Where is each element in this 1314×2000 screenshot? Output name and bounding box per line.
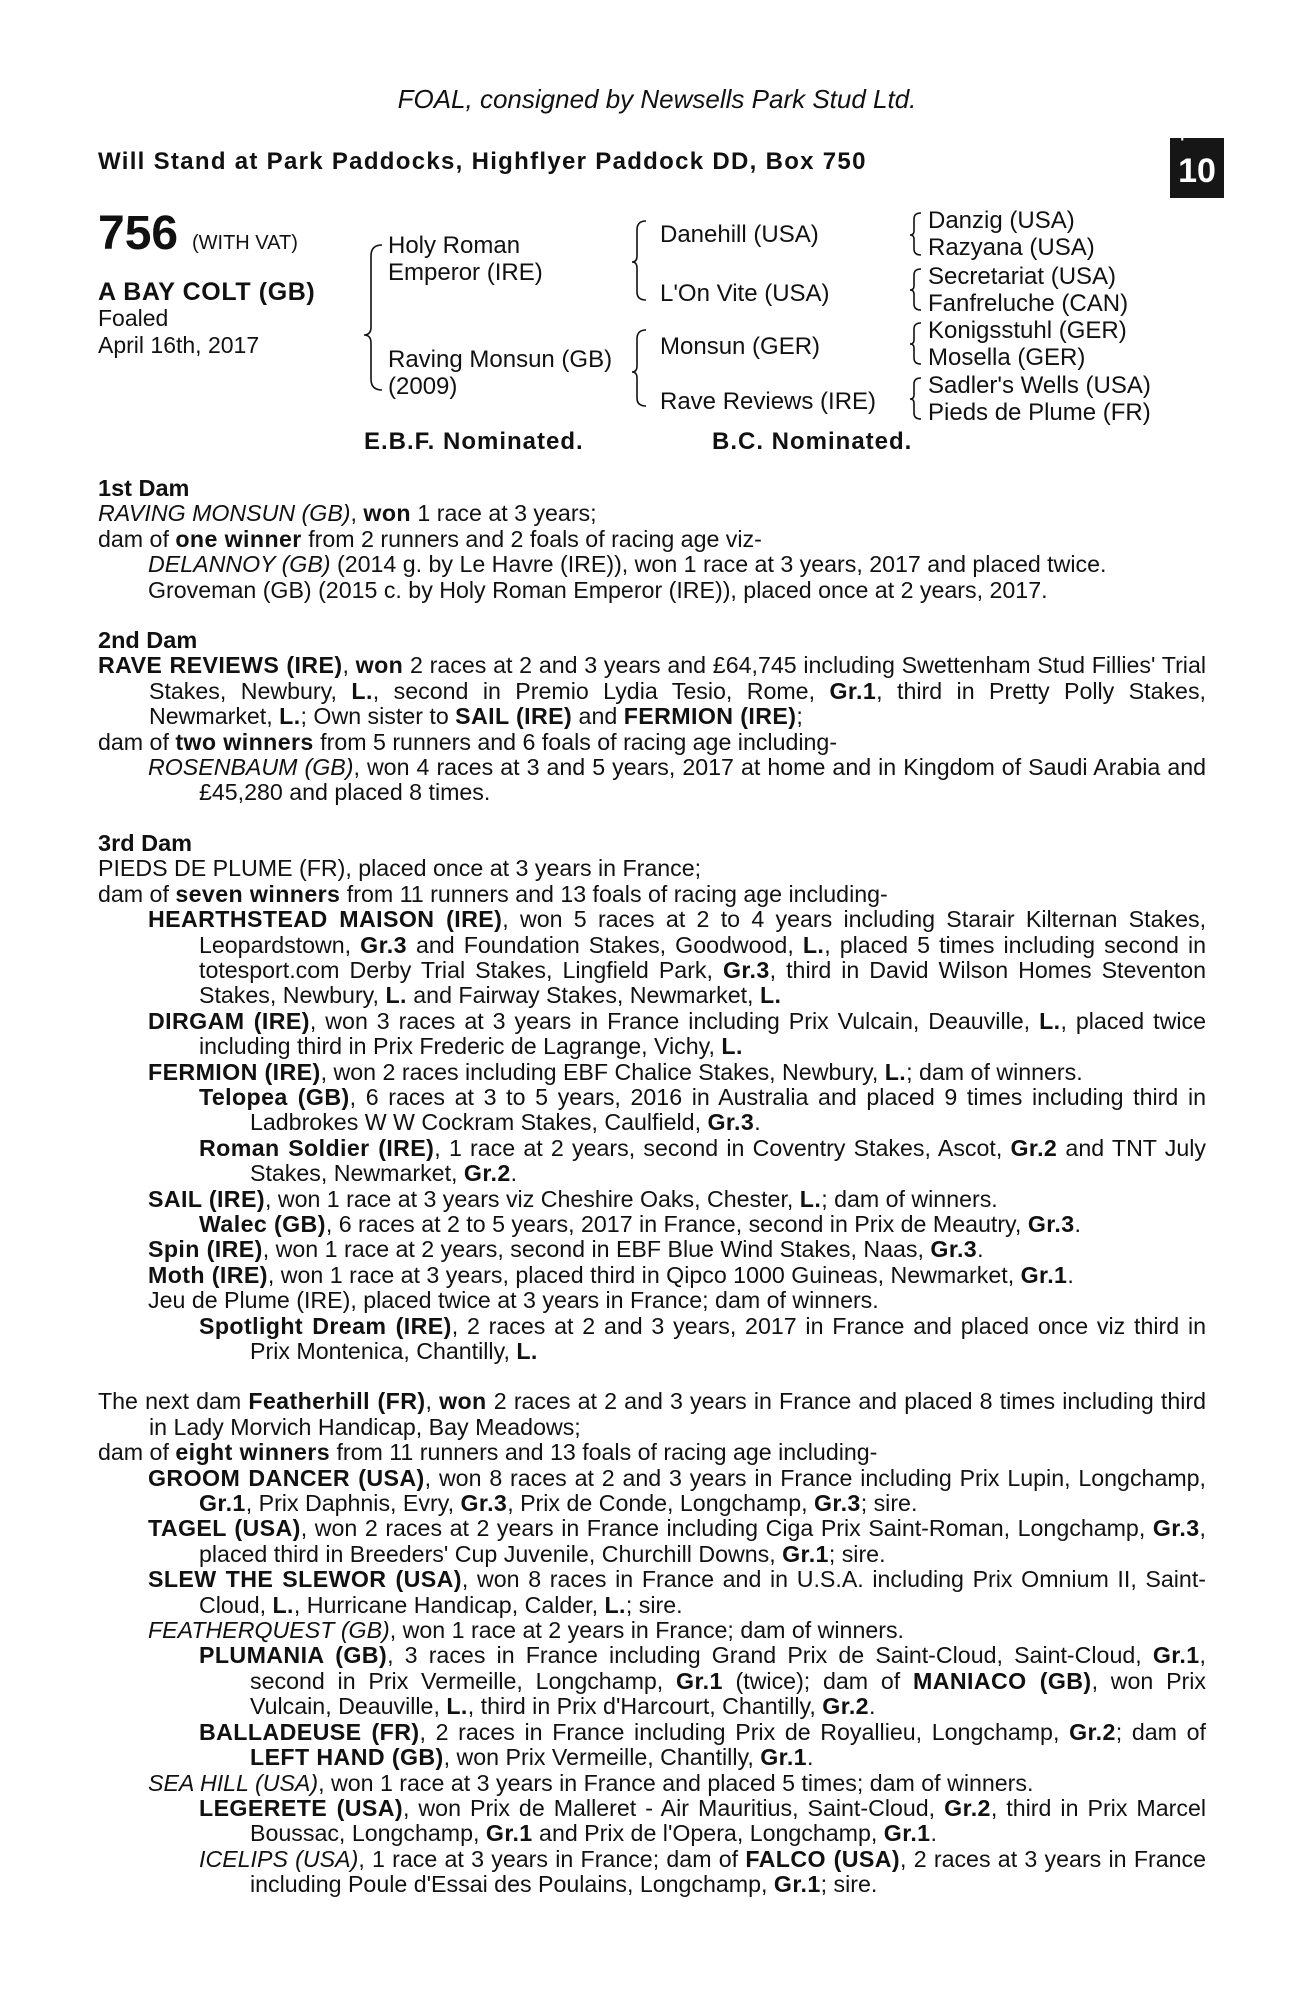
vat-note: (WITH VAT) [192,232,298,254]
third-dam-line: PIEDS DE PLUME (FR), placed once at 3 years in France; [98,855,702,882]
gg-3: Secretariat (USA) [928,263,1117,290]
gg-1: Danzig (USA) [928,207,1075,234]
third-dam-produce: dam of seven winners from 11 runners and 13 foals of racing age including- [98,880,888,907]
second-dam-line: RAVE REVIEWS (IRE), won 2 races at 2 and 3 years and £64,745 including Swettenham Stud Fillies' Trial Stakes, Newbury, L., second in Premio Lydia Tesio, Rome, Gr.1, third in Pretty Polly Stakes, Newmarket, L.; Own sister to SAIL (IRE) and FERMION (IRE); [98,652,1207,730]
produce-roman-soldier: Roman Soldier (IRE), 1 race at 2 years, second in Coventry Stakes, Ascot, Gr.2 and TNT July Stakes, Newmarket, Gr.2. [199,1134,1206,1187]
gg-8: Pieds de Plume (FR) [928,399,1151,426]
second-dam-heading: 2nd Dam [98,627,198,654]
badge-10-icon: + 10 [1170,138,1224,198]
gg-6: Mosella (GER) [928,344,1086,371]
produce-plumania: PLUMANIA (GB), 3 races in France including Grand Prix de Saint-Cloud, Saint-Cloud, Gr.1, second in Prix Vermeille, Longchamp, Gr.1 (twice); dam of MANIACO (GB), won Prix Vulcain, Deauville, L., third in Prix d'Harcourt, Chantilly, Gr.2. [199,1642,1207,1720]
first-dam-produce: dam of one winner from 2 runners and 2 foals of racing age viz- [98,525,762,552]
produce-record [98,476,1206,1898]
next-dam-produce: dam of eight winners from 11 runners and 13 foals of racing age including- [98,1439,878,1466]
produce-telopea: Telopea (GB), 6 races at 3 to 5 years, 2016 in Australia and placed 9 times including third in Ladbrokes W W Cockram Stakes, Caulfield, Gr.3. [199,1083,1206,1136]
produce-groveman: Groveman (GB) (2015 c. by Holy Roman Emperor (IRE)), placed once at 2 years, 2017. [148,576,1048,603]
produce-fermion: FERMION (IRE), won 2 races including EBF Chalice Stakes, Newbury, L.; dam of winners. [148,1058,1083,1085]
produce-icelips: ICELIPS (USA), 1 race at 3 years in France; dam of FALCO (USA), 2 races at 3 years in France including Poule d'Essai des Poulains, Longchamp, Gr.1; sire. [199,1845,1206,1898]
produce-dirgam: DIRGAM (IRE), won 3 races at 3 years in France including Prix Vulcain, Deauville, L., placed twice including third in Prix Frederic de Lagrange, Vichy, L. [148,1007,1206,1060]
produce-rosenbaum: ROSENBAUM (GB), won 4 races at 3 and 5 years, 2017 at home and in Kingdom of Saudi Arabia and £45,280 and placed 8 times. [148,754,1207,806]
produce-spotlight-dream: Spotlight Dream (IRE), 2 races at 2 and 3 years, 2017 in France and placed once viz third in Prix Montenica, Chantilly, L. [199,1312,1206,1364]
lot-number: 756 [98,207,179,260]
produce-sea-hill: SEA HILL (USA), won 1 race at 3 years in France and placed 5 times; dam of winners. [148,1769,1034,1796]
produce-moth: Moth (IRE), won 1 race at 3 years, placed third in Qipco 1000 Guineas, Newmarket, Gr.1. [148,1261,1074,1288]
ebf-nominated: E.B.F. Nominated. [364,428,584,455]
produce-delannoy: DELANNOY (GB) (2014 g. by Le Havre (IRE)), won 1 race at 3 years, 2017 and placed twice. [148,551,1107,578]
produce-tagel: TAGEL (USA), won 2 races at 2 years in France including Ciga Prix Saint-Roman, Longchamp, Gr.3, placed third in Breeders' Cup Juvenile, Churchill Downs, Gr.1; sire. [148,1515,1206,1567]
first-dam-line: RAVING MONSUN (GB), won 1 race at 3 years; [98,500,597,527]
second-dam-produce: dam of two winners from 5 runners and 6 foals of racing age including- [98,728,838,755]
produce-spin: Spin (IRE), won 1 race at 2 years, second in EBF Blue Wind Stakes, Naas, Gr.3. [148,1236,984,1263]
first-dam-heading: 1st Dam [98,475,190,501]
produce-groom-dancer: GROOM DANCER (USA), won 8 races at 2 and 3 years in France including Prix Lupin, Longchamp, Gr.1, Prix Daphnis, Evry, Gr.3, Prix de Conde, Longchamp, Gr.3; sire. [148,1464,1206,1517]
third-dam-heading: 3rd Dam [98,829,193,856]
next-dam-line: The next dam Featherhill (FR), won 2 races at 2 and 3 years in France and placed 8 times including third in Lady Morvich Handicap, Bay Meadows; [98,1388,1207,1440]
produce-jeu-de-plume: Jeu de Plume (IRE), placed twice at 3 years in France; dam of winners. [148,1287,879,1314]
sire-dam: L'On Vite (USA) [660,280,830,307]
produce-walec: Walec (GB), 6 races at 2 to 5 years, 2017 in France, second in Prix de Meautry, Gr.3. [199,1210,1081,1237]
produce-slew-the-slewor: SLEW THE SLEWOR (USA), won 8 races in France and in U.S.A. including Prix Omnium II, Saint-Cloud, L., Hurricane Handicap, Calder, L.; sire. [148,1566,1206,1618]
produce-balladeuse: BALLADEUSE (FR), 2 races in France including Prix de Royallieu, Longchamp, Gr.2; dam of LEFT HAND (GB), won Prix Vermeille, Chantilly, Gr.1. [199,1718,1206,1771]
bc-nominated: B.C. Nominated. [712,428,913,455]
produce-sail: SAIL (IRE), won 1 race at 3 years viz Cheshire Oaks, Chester, L.; dam of winners. [148,1185,998,1212]
sire: Holy Roman Emperor (IRE) [388,232,543,286]
dam-sire: Monsun (GER) [660,333,821,360]
sire-sire: Danehill (USA) [660,221,819,248]
foaled-info: Foaled April 16th, 2017 [98,305,260,358]
dam-dam: Rave Reviews (IRE) [660,388,877,415]
gg-7: Sadler's Wells (USA) [928,372,1151,399]
consignor-line: FOAL, consigned by Newsells Park Stud Ltd. [397,84,917,114]
gg-2: Razyana (USA) [928,234,1095,261]
produce-hearthstead: HEARTHSTEAD MAISON (IRE), won 5 races at 2 to 4 years including Starair Kilternan Stakes, Leopardstown, Gr.3 and Foundation Stakes, Goodwood, L., placed 5 times including second in totesport.com Derby Trial Stakes, Lingfield Park, Gr.3, third in David Wilson Homes Steventon Stakes, Newbury, L. and Fairway Stakes, Newmarket, L. [148,906,1207,1009]
dam: Raving Monsun (GB) (2009) [388,346,613,400]
stabling-line: Will Stand at Park Paddocks, Highflyer Paddock DD, Box 750 [98,148,867,175]
gg-4: Fanfreluche (CAN) [928,290,1129,317]
produce-legerete: LEGERETE (USA), won Prix de Malleret - Air Mauritius, Saint-Cloud, Gr.2, third in Prix Marcel Boussac, Longchamp, Gr.1 and Prix de l'Opera, Longchamp, Gr.1. [199,1794,1206,1847]
produce-featherquest: FEATHERQUEST (GB), won 1 race at 2 years in France; dam of winners. [148,1617,904,1644]
horse-name: A BAY COLT (GB) [98,278,316,306]
gg-5: Konigsstuhl (GER) [928,317,1127,344]
